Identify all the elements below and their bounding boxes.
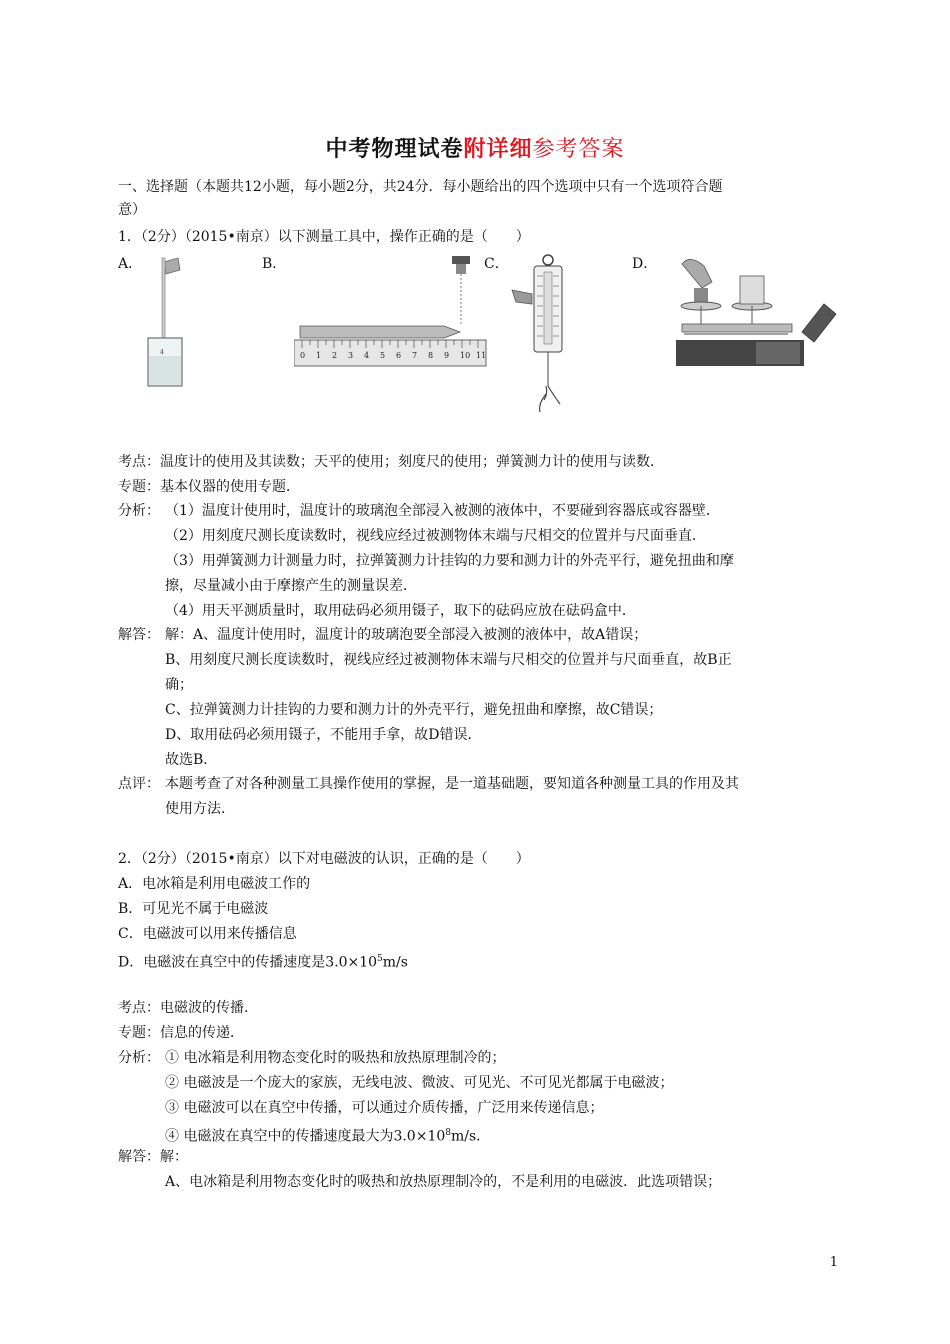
- q1-fenxi-3b: 擦，尽量减小由于摩擦产生的测量误差．: [165, 578, 417, 594]
- q1-jieda-2b: 确；: [165, 677, 193, 693]
- title-main: 中考物理试卷: [325, 136, 464, 162]
- q1-fenxi-4: （4）用天平测质量时，取用砝码必须用镊子，取下的砝码应放在砝码盒中．: [165, 603, 636, 619]
- ruler-pencil-figure: [294, 256, 494, 368]
- q2-fenxi-4-text: ④ 电磁波在真空中的传播速度最大为3.0×10: [165, 1128, 446, 1145]
- q2-option-d-text: D．电磁波在真空中的传播速度是3.0×10: [118, 954, 378, 971]
- q1-jieda-2: B、用刻度尺测长度读数时，视线应经过被测物体末端与尺相交的位置并与尺面垂直，故B正: [165, 652, 732, 668]
- ruler-tick-label: 0: [300, 351, 306, 360]
- svg-text:4: 4: [160, 349, 164, 356]
- q1-dianping-2: 使用方法．: [165, 801, 235, 817]
- ruler-tick-label: 9: [444, 351, 450, 360]
- page-title: [0, 132, 950, 163]
- q2-fenxi-4-unit: m/s．: [451, 1128, 491, 1145]
- q1-option-b: B．: [262, 256, 287, 272]
- q1-jieda-label: 解答：: [118, 627, 160, 643]
- thermometer-beaker-figure: [138, 256, 198, 390]
- q1-option-d: D．: [632, 256, 658, 272]
- title-tail: 参考答案: [532, 137, 625, 162]
- ruler-tick-label: 5: [380, 351, 386, 360]
- q1-fenxi-label: 分析：: [118, 503, 160, 519]
- q1-option-a: A．: [118, 256, 143, 272]
- q1-kaodian: 考点：温度计的使用及其读数；天平的使用；刻度尺的使用；弹簧测力计的使用与读数．: [118, 454, 664, 470]
- q2-option-b: B．可见光不属于电磁波: [118, 901, 269, 917]
- q2-fenxi-1: ① 电冰箱是利用物态变化时的吸热和放热原理制冷的；: [165, 1050, 506, 1066]
- q2-fenxi-3: ③ 电磁波可以在真空中传播，可以通过介质传播，广泛用来传递信息；: [165, 1100, 604, 1116]
- q1-fenxi-2: （2）用刻度尺测长度读数时，视线应经过被测物体末端与尺相交的位置并与尺面垂直．: [165, 528, 706, 544]
- section-header-cont: 意）: [118, 202, 146, 218]
- q2-zhuanti: 专题：信息的传递．: [118, 1025, 244, 1041]
- title-highlight: 附详细: [463, 136, 533, 162]
- ruler-tick-label: 2: [332, 351, 338, 360]
- q2-fenxi-2: ② 电磁波是一个庞大的家族，无线电波、微波、可见光、不可见光都属于电磁波；: [165, 1075, 674, 1091]
- q1-dianping-label: 点评：: [118, 776, 160, 792]
- ruler-tick-label: 10: [460, 351, 471, 360]
- q1-dianping-1: 本题考查了对各种测量工具操作使用的掌握，是一道基础题，要知道各种测量工具的作用及其: [165, 776, 739, 792]
- ruler-tick-label: 4: [364, 351, 370, 360]
- question-2-stem: 2．（2分）（2015•南京）以下对电磁波的认识，正确的是（ ）: [118, 851, 530, 867]
- ruler-tick-label: 1: [316, 351, 322, 360]
- question-1-stem: 1．（2分）（2015•南京）以下测量工具中，操作正确的是（ ）: [118, 229, 530, 245]
- q1-option-c: C．: [484, 256, 509, 272]
- ruler-tick-label: 8: [428, 351, 434, 360]
- q2-fenxi-4: [165, 1122, 840, 1148]
- q2-jieda-label: [118, 1146, 840, 1168]
- q2-fenxi-label: 分析：: [118, 1050, 160, 1066]
- q2-kaodian: 考点：电磁波的传播．: [118, 1000, 258, 1016]
- q1-jieda-4: D、取用砝码必须用镊子，不能用手拿，故D错误．: [165, 727, 482, 743]
- balance-figure: [664, 254, 838, 368]
- q1-fenxi-3: （3）用弹簧测力计测量力时，拉弹簧测力计挂钩的力要和测力计的外壳平行，避免扭曲和摩: [165, 553, 734, 569]
- q2-fenxi-4-exponent: 8: [445, 1128, 451, 1138]
- q1-fenxi-1: （1）温度计使用时，温度计的玻璃泡全部浸入被测的液体中，不要碰到容器底或容器壁．: [165, 503, 720, 519]
- q2-option-c: C．电磁波可以用来传播信息: [118, 926, 297, 942]
- q1-jieda-3: C、拉弹簧测力计挂钩的力要和测力计的外壳平行，避免扭曲和摩擦，故C错误；: [165, 702, 663, 718]
- q2-jieda-first: 解：: [160, 1149, 188, 1165]
- ruler-tick-label: 3: [348, 351, 354, 360]
- ruler-tick-label: 6: [396, 351, 402, 360]
- q2-option-d: [118, 948, 840, 974]
- q1-zhuanti: 专题：基本仪器的使用专题．: [118, 479, 300, 495]
- q2-option-d-exponent: 5: [377, 954, 383, 964]
- q2-jieda-a: A、电冰箱是利用物态变化时的吸热和放热原理制冷的，不是利用的电磁波．此选项错误；: [165, 1174, 722, 1190]
- ruler-tick-label: 7: [412, 351, 418, 360]
- q1-jieda-5: 故选B．: [165, 752, 218, 768]
- q2-option-a: A．电冰箱是利用电磁波工作的: [118, 876, 311, 892]
- q2-jieda-label-text: 解答：: [118, 1149, 160, 1165]
- spring-scale-figure: [510, 254, 586, 416]
- q1-jieda-1: 解：A、温度计使用时，温度计的玻璃泡要全部浸入被测的液体中，故A错误；: [165, 627, 648, 643]
- section-header: 一、选择题（本题共12小题，每小题2分，共24分．每小题给出的四个选项中只有一个选项符合题: [118, 179, 723, 195]
- q2-option-d-unit: m/s: [382, 954, 408, 971]
- ruler-tick-label: 11: [476, 351, 487, 360]
- page-number: 1: [829, 1255, 838, 1270]
